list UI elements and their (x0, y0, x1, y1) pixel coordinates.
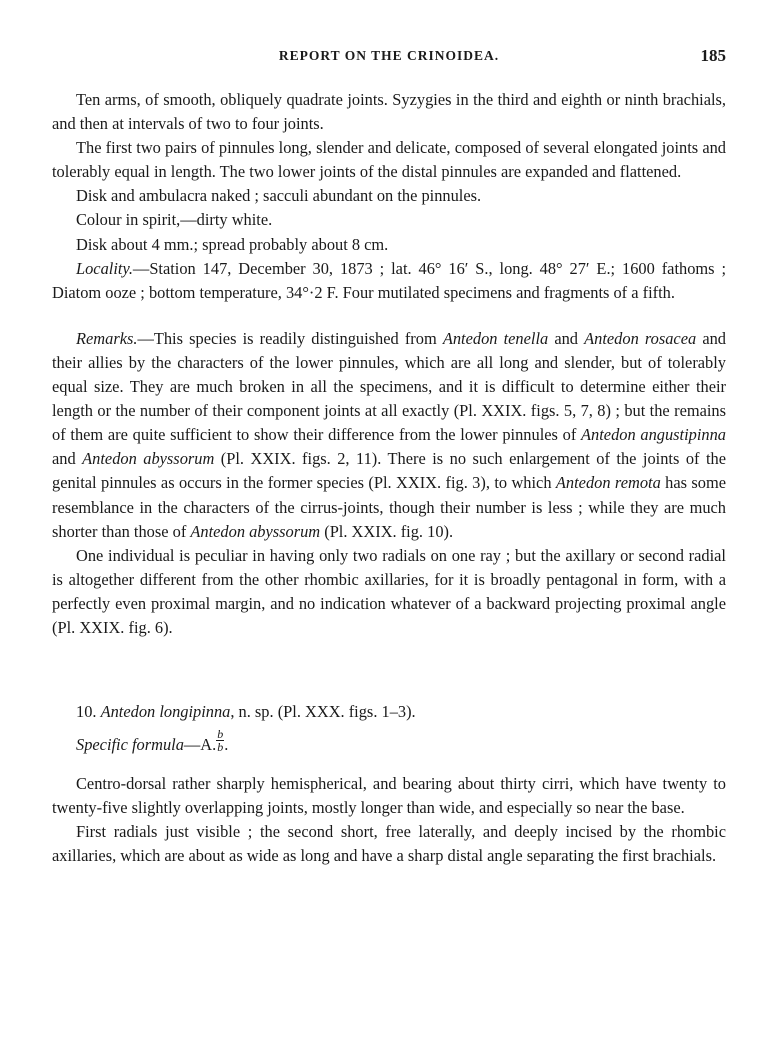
remarks-text: and (52, 449, 83, 469)
species-name: Antedon rosacea (584, 328, 697, 348)
remarks-label: Remarks. (76, 328, 138, 348)
species-name: Antedon abyssorum (82, 449, 215, 469)
paragraph-individual: One individual is peculiar in having only two radials on one ray ; but the axillary or second radial is altogether different from the other rhombic axillaries, for it is broadly pentagonal in form, with a perfectly even proximal margin, and no indication whatever of a backward projecting proximal angle (Pl. XXIX. fig. 6). (52, 545, 726, 637)
remarks-text: —This species is readily distinguished from (137, 328, 443, 348)
section-number: 10. (76, 702, 101, 722)
species-name: Antedon tenella (442, 328, 549, 348)
page-number: 185 (700, 46, 726, 65)
formula-denominator: b (217, 739, 224, 754)
paragraph-pinnules: The first two pairs of pinnules long, slender and delicate, composed of several elongated joints and tolerably equal in length. The two lower joints of the distal pinnules are expanded and flattened. (52, 138, 726, 182)
running-title: REPORT ON THE CRINOIDEA. (278, 48, 500, 63)
formula-fraction (216, 728, 224, 753)
paragraph-size: Disk about 4 mm.; spread probably about 8 cm. (76, 234, 389, 254)
paragraph-radials: First radials just visible ; the second short, free laterally, and deeply incised by the rhombic axillaries, which are about as wide as long and have a sharp distal angle separating the first brachials. (52, 822, 726, 866)
locality-text: —Station 147, December 30, 1873 ; lat. 46° 16′ S., long. 48° 27′ E.; 1600 fathoms ; Diatom ooze ; bottom temperature, 34°·2 F. Four mutilated specimens and fragments of a fifth. (52, 258, 726, 302)
specific-formula (76, 728, 726, 762)
section-heading (52, 700, 726, 724)
section-rest: , n. sp. (Pl. XXX. figs. 1–3). (230, 702, 416, 722)
remarks-text: has some resemblance in the characters of the cirrus-joints, though their number is less ; while they are much shorter than those of (52, 473, 726, 541)
species-name: Antedon abyssorum (190, 521, 321, 541)
remarks-text: and (548, 328, 585, 348)
paragraph-arms: Ten arms, of smooth, obliquely quadrate joints. Syzygies in the third and eighth or ninth brachials, and then at intervals of two to four joints. (52, 90, 726, 134)
locality-label: Locality. (76, 258, 133, 278)
running-header (52, 46, 726, 72)
paragraph-locality (52, 257, 726, 305)
formula-numerator: b (217, 726, 224, 741)
species-name: Antedon remota (555, 473, 661, 493)
remarks-text: (Pl. XXIX. fig. 10). (320, 521, 454, 541)
section-species: Antedon longipinna (100, 702, 231, 722)
species-name: Antedon angustipinna (581, 425, 726, 445)
paragraph-remarks (52, 327, 726, 544)
formula-end: . (224, 735, 229, 755)
body-text (52, 88, 726, 869)
remarks-text: (Pl. XXIX. figs. 2, 11). There is no such enlargement of the joints of the genital pinnules as occurs in the former species (Pl. XXIX. fig. 3), to which (52, 449, 726, 493)
remarks-text: and their allies by the characters of the lower pinnules, which are all long and slender, but of tolerably equal size. They are much broken in all the specimens, and it is difficult to determine either their length or the number of their component joints at all exactly (Pl. XXIX. figs. 5, 7, 8) ; but the remains of them are quite sufficient to show their difference from the lower pinnules of (52, 328, 726, 445)
formula-dash: —A. (183, 735, 217, 755)
paragraph-colour: Colour in spirit,—dirty white. (76, 210, 273, 230)
paragraph-centro-dorsal: Centro-dorsal rather sharply hemispherical, and bearing about thirty cirri, which have twenty to twenty-five slightly overlapping joints, mostly longer than wide, and especially so near the base. (52, 774, 726, 818)
formula-label: Specific formula (76, 735, 184, 755)
paragraph-disk: Disk and ambulacra naked ; sacculi abundant on the pinnules. (76, 186, 482, 206)
